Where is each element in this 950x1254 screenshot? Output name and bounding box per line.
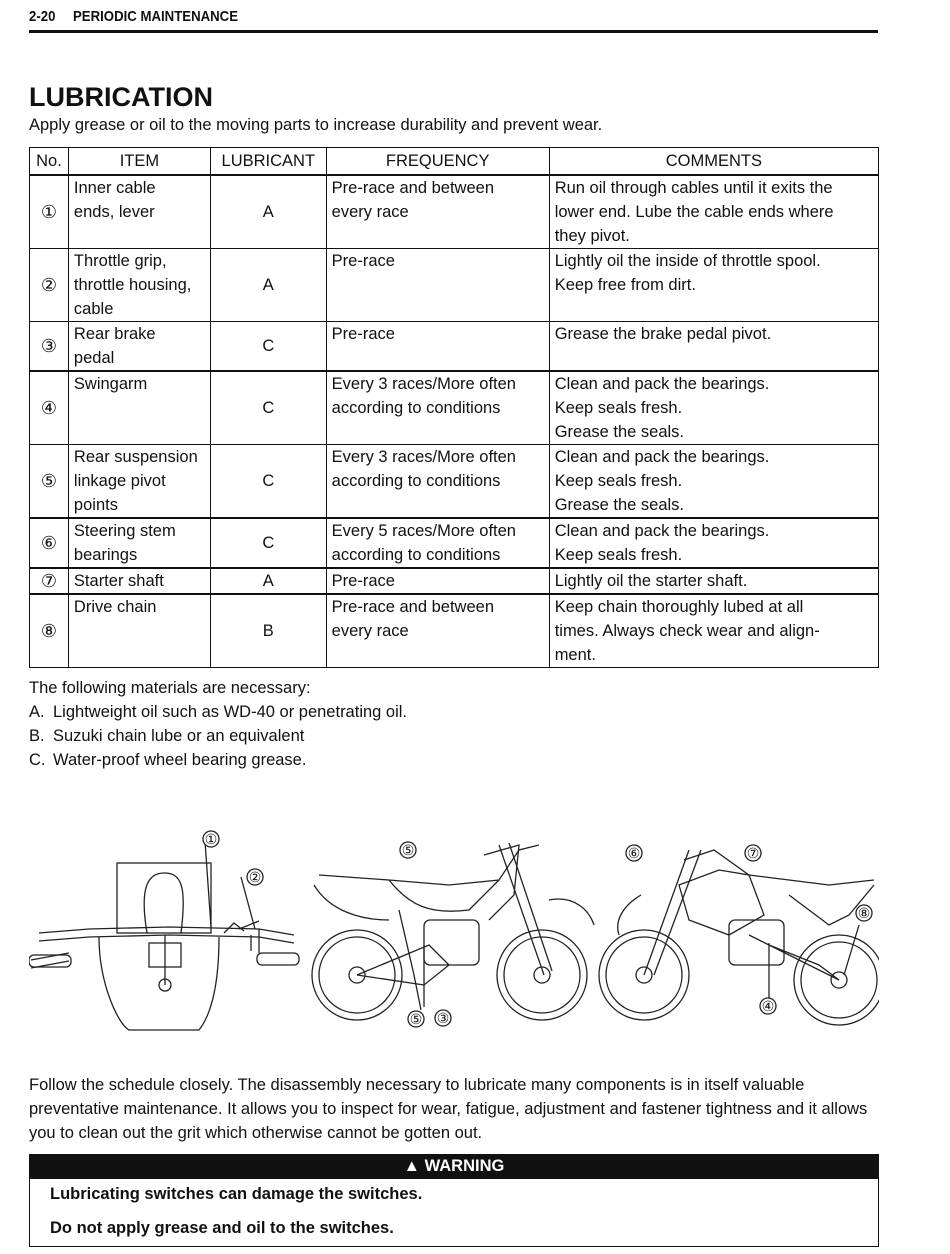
comments-cell <box>549 175 878 249</box>
item-cell-line: bearings <box>73 546 138 564</box>
comments-cell <box>549 249 878 322</box>
callout-label: ③ <box>436 1010 450 1026</box>
material-letter: A. <box>29 703 45 721</box>
comments-cell <box>549 371 878 445</box>
intro-text: Apply grease or oil to the moving parts to increase durability and prevent wear. <box>29 116 603 134</box>
material-letter: B. <box>29 727 45 745</box>
item-cell-line: Steering stem <box>73 522 176 540</box>
frequency-cell <box>326 175 549 249</box>
item-cell <box>68 322 210 372</box>
table-row <box>30 518 879 568</box>
table-row <box>30 322 879 372</box>
section-title: PERIODIC MAINTENANCE <box>73 8 239 25</box>
table-row <box>30 568 879 594</box>
comments-cell-line: Lightly oil the inside of throttle spool. <box>554 252 821 270</box>
item-cell-line: pedal <box>73 349 115 367</box>
comments-cell <box>549 594 878 668</box>
comments-cell-line: Keep seals fresh. <box>554 546 683 564</box>
comments-cell-line: Grease the seals. <box>554 423 685 441</box>
warning-line: Do not apply grease and oil to the switches. <box>50 1219 394 1237</box>
frequency-cell <box>326 518 549 568</box>
callout-label: ② <box>248 869 262 885</box>
material-text: Lightweight oil such as WD-40 or penetrating oil. <box>53 703 408 721</box>
frequency-cell-line: Pre-race <box>331 572 395 590</box>
row-number: ⑤ <box>30 445 69 519</box>
header-comments: COMMENTS <box>549 148 878 176</box>
row-number: ④ <box>30 371 69 445</box>
frequency-cell <box>326 445 549 519</box>
header-item: ITEM <box>68 148 210 176</box>
comments-cell-line: Keep seals fresh. <box>554 472 683 490</box>
item-cell-line: Starter shaft <box>73 572 164 590</box>
lubricant-cell: C <box>210 322 326 372</box>
material-item <box>29 748 407 772</box>
material-letter: C. <box>29 751 46 769</box>
lubricant-cell: A <box>210 249 326 322</box>
table-row <box>30 594 879 668</box>
frequency-cell-line: according to conditions <box>331 399 501 417</box>
row-number: ③ <box>30 322 69 372</box>
frequency-cell-line: every race <box>331 203 409 221</box>
item-cell <box>68 568 210 594</box>
lubrication-points-figure <box>29 825 879 1040</box>
frequency-cell-line: Pre-race and between <box>331 179 495 197</box>
comments-cell-line: Grease the brake pedal pivot. <box>554 325 772 343</box>
table-row <box>30 445 879 519</box>
comments-cell <box>549 445 878 519</box>
item-cell-line: ends, lever <box>73 203 155 221</box>
item-cell <box>68 518 210 568</box>
callout-label: ⑤ <box>401 842 415 858</box>
comments-cell-line: they pivot. <box>554 227 630 245</box>
comments-cell-line: Clean and pack the bearings. <box>554 448 770 466</box>
warning-box <box>29 1179 879 1247</box>
row-number: ① <box>30 175 69 249</box>
lubricant-cell: B <box>210 594 326 668</box>
item-cell-line: Swingarm <box>73 375 148 393</box>
callout-label: ⑤ <box>409 1011 423 1027</box>
frequency-cell-line: Every 3 races/More often <box>331 448 516 466</box>
table-row <box>30 175 879 249</box>
warning-line: Lubricating switches can damage the switches. <box>50 1185 423 1203</box>
callout-label: ⑦ <box>746 845 760 861</box>
comments-cell-line: Keep chain thoroughly lubed at all <box>554 598 804 616</box>
table-row <box>30 249 879 322</box>
header-lubricant: LUBRICANT <box>210 148 326 176</box>
comments-cell-line: Keep free from dirt. <box>554 276 696 294</box>
comments-cell-line: Keep seals fresh. <box>554 399 683 417</box>
comments-cell <box>549 322 878 372</box>
material-text: Suzuki chain lube or an equivalent <box>53 727 305 745</box>
header-no: No. <box>30 148 69 176</box>
warning-triangle-icon: ▲ <box>403 1157 425 1175</box>
frequency-cell <box>326 322 549 372</box>
lubricant-cell: A <box>210 175 326 249</box>
comments-cell-line: ment. <box>554 646 596 664</box>
material-item <box>29 724 407 748</box>
lubricant-cell: C <box>210 445 326 519</box>
frequency-cell <box>326 568 549 594</box>
header-frequency: FREQUENCY <box>326 148 549 176</box>
item-cell-line: Throttle grip, <box>73 252 167 270</box>
page-number: 2-20 <box>29 8 56 25</box>
motorcycle-right-illustration <box>599 850 879 1025</box>
comments-cell <box>549 568 878 594</box>
lubricant-cell: C <box>210 518 326 568</box>
comments-cell-line: lower end. Lube the cable ends where <box>554 203 834 221</box>
frequency-cell-line: every race <box>331 622 409 640</box>
item-cell-line: Drive chain <box>73 598 157 616</box>
item-cell <box>68 594 210 668</box>
item-cell-line: throttle housing, <box>73 276 192 294</box>
warning-banner <box>29 1154 879 1179</box>
comments-cell-line: times. Always check wear and align- <box>554 622 820 640</box>
frequency-cell-line: according to conditions <box>331 546 501 564</box>
row-number: ② <box>30 249 69 322</box>
warning-label: WARNING <box>424 1157 505 1175</box>
motorcycle-left-illustration <box>312 843 594 1020</box>
item-cell-line: linkage pivot <box>73 472 166 490</box>
item-cell <box>68 175 210 249</box>
item-cell-line: Rear suspension <box>73 448 198 466</box>
callout-label: ⑧ <box>857 905 871 921</box>
lubricant-cell: A <box>210 568 326 594</box>
comments-cell-line: Clean and pack the bearings. <box>554 522 770 540</box>
frequency-cell-line: Every 5 races/More often <box>331 522 516 540</box>
table-header-row <box>30 148 879 176</box>
row-number: ⑥ <box>30 518 69 568</box>
schedule-note: Follow the schedule closely. The disassembly necessary to lubricate many components is in itself valuable preventative maintenance. It allows you to inspect for wear, fatigue, adjustment and fastener tightness and it allows you to clean out the grit which otherwise cannot be gotten out. <box>29 1076 868 1142</box>
lubricant-cell: C <box>210 371 326 445</box>
page-title: LUBRICATION <box>29 82 213 112</box>
row-number: ⑧ <box>30 594 69 668</box>
item-cell <box>68 371 210 445</box>
table-row <box>30 371 879 445</box>
item-cell-line: cable <box>73 300 114 318</box>
item-cell-line: Inner cable <box>73 179 156 197</box>
frequency-cell <box>326 249 549 322</box>
item-cell <box>68 445 210 519</box>
item-cell-line: Rear brake <box>73 325 156 343</box>
frequency-cell-line: Pre-race <box>331 325 395 343</box>
lubrication-table <box>29 147 879 668</box>
callout-label: ⑥ <box>627 845 641 861</box>
materials-list <box>29 676 407 772</box>
callout-label: ④ <box>761 998 775 1014</box>
comments-cell-line: Lightly oil the starter shaft. <box>554 572 748 590</box>
material-item <box>29 700 407 724</box>
comments-cell-line: Clean and pack the bearings. <box>554 375 770 393</box>
frequency-cell <box>326 371 549 445</box>
row-number: ⑦ <box>30 568 69 594</box>
comments-cell-line: Grease the seals. <box>554 496 685 514</box>
callout-label: ① <box>204 831 218 847</box>
material-text: Water-proof wheel bearing grease. <box>53 751 307 769</box>
comments-cell-line: Run oil through cables until it exits the <box>554 179 833 197</box>
frequency-cell-line: according to conditions <box>331 472 501 490</box>
frequency-cell-line: Pre-race <box>331 252 395 270</box>
frequency-cell-line: Pre-race and between <box>331 598 495 616</box>
item-cell <box>68 249 210 322</box>
item-cell-line: points <box>73 496 118 514</box>
comments-cell <box>549 518 878 568</box>
frequency-cell-line: Every 3 races/More often <box>331 375 516 393</box>
frequency-cell <box>326 594 549 668</box>
materials-intro: The following materials are necessary: <box>29 679 311 697</box>
page-header <box>29 8 878 33</box>
